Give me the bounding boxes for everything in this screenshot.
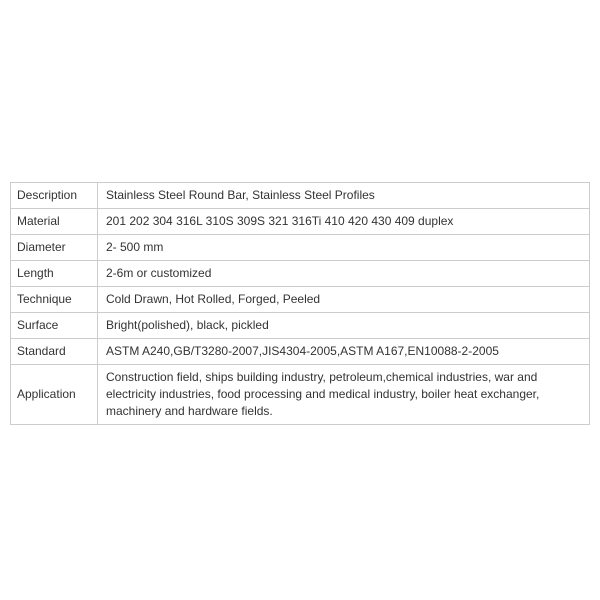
spec-value-length: 2-6m or customized bbox=[98, 261, 590, 287]
spec-label-application: Application bbox=[11, 365, 98, 425]
spec-value-technique: Cold Drawn, Hot Rolled, Forged, Peeled bbox=[98, 287, 590, 313]
table-row bbox=[11, 209, 590, 235]
spec-value-application: Construction field, ships building industry, petroleum,chemical industries, war and electricity industries, food processing and medical industry, boiler heat exchanger, machinery and hardware fields. bbox=[98, 365, 590, 425]
spec-label-surface: Surface bbox=[11, 313, 98, 339]
table-row bbox=[11, 287, 590, 313]
spec-value-diameter: 2- 500 mm bbox=[98, 235, 590, 261]
spec-label-description: Description bbox=[11, 183, 98, 209]
table-row bbox=[11, 261, 590, 287]
product-spec-table bbox=[10, 182, 590, 425]
spec-value-standard: ASTM A240,GB/T3280-2007,JIS4304-2005,ASTM A167,EN10088-2-2005 bbox=[98, 339, 590, 365]
spec-label-technique: Technique bbox=[11, 287, 98, 313]
spec-value-surface: Bright(polished), black, pickled bbox=[98, 313, 590, 339]
table-row bbox=[11, 339, 590, 365]
spec-label-material: Material bbox=[11, 209, 98, 235]
spec-label-length: Length bbox=[11, 261, 98, 287]
table-row bbox=[11, 235, 590, 261]
spec-label-diameter: Diameter bbox=[11, 235, 98, 261]
spec-label-standard: Standard bbox=[11, 339, 98, 365]
table-row bbox=[11, 365, 590, 425]
table-row bbox=[11, 313, 590, 339]
spec-value-description: Stainless Steel Round Bar, Stainless Steel Profiles bbox=[98, 183, 590, 209]
table-row bbox=[11, 183, 590, 209]
spec-value-material: 201 202 304 316L 310S 309S 321 316Ti 410 420 430 409 duplex bbox=[98, 209, 590, 235]
